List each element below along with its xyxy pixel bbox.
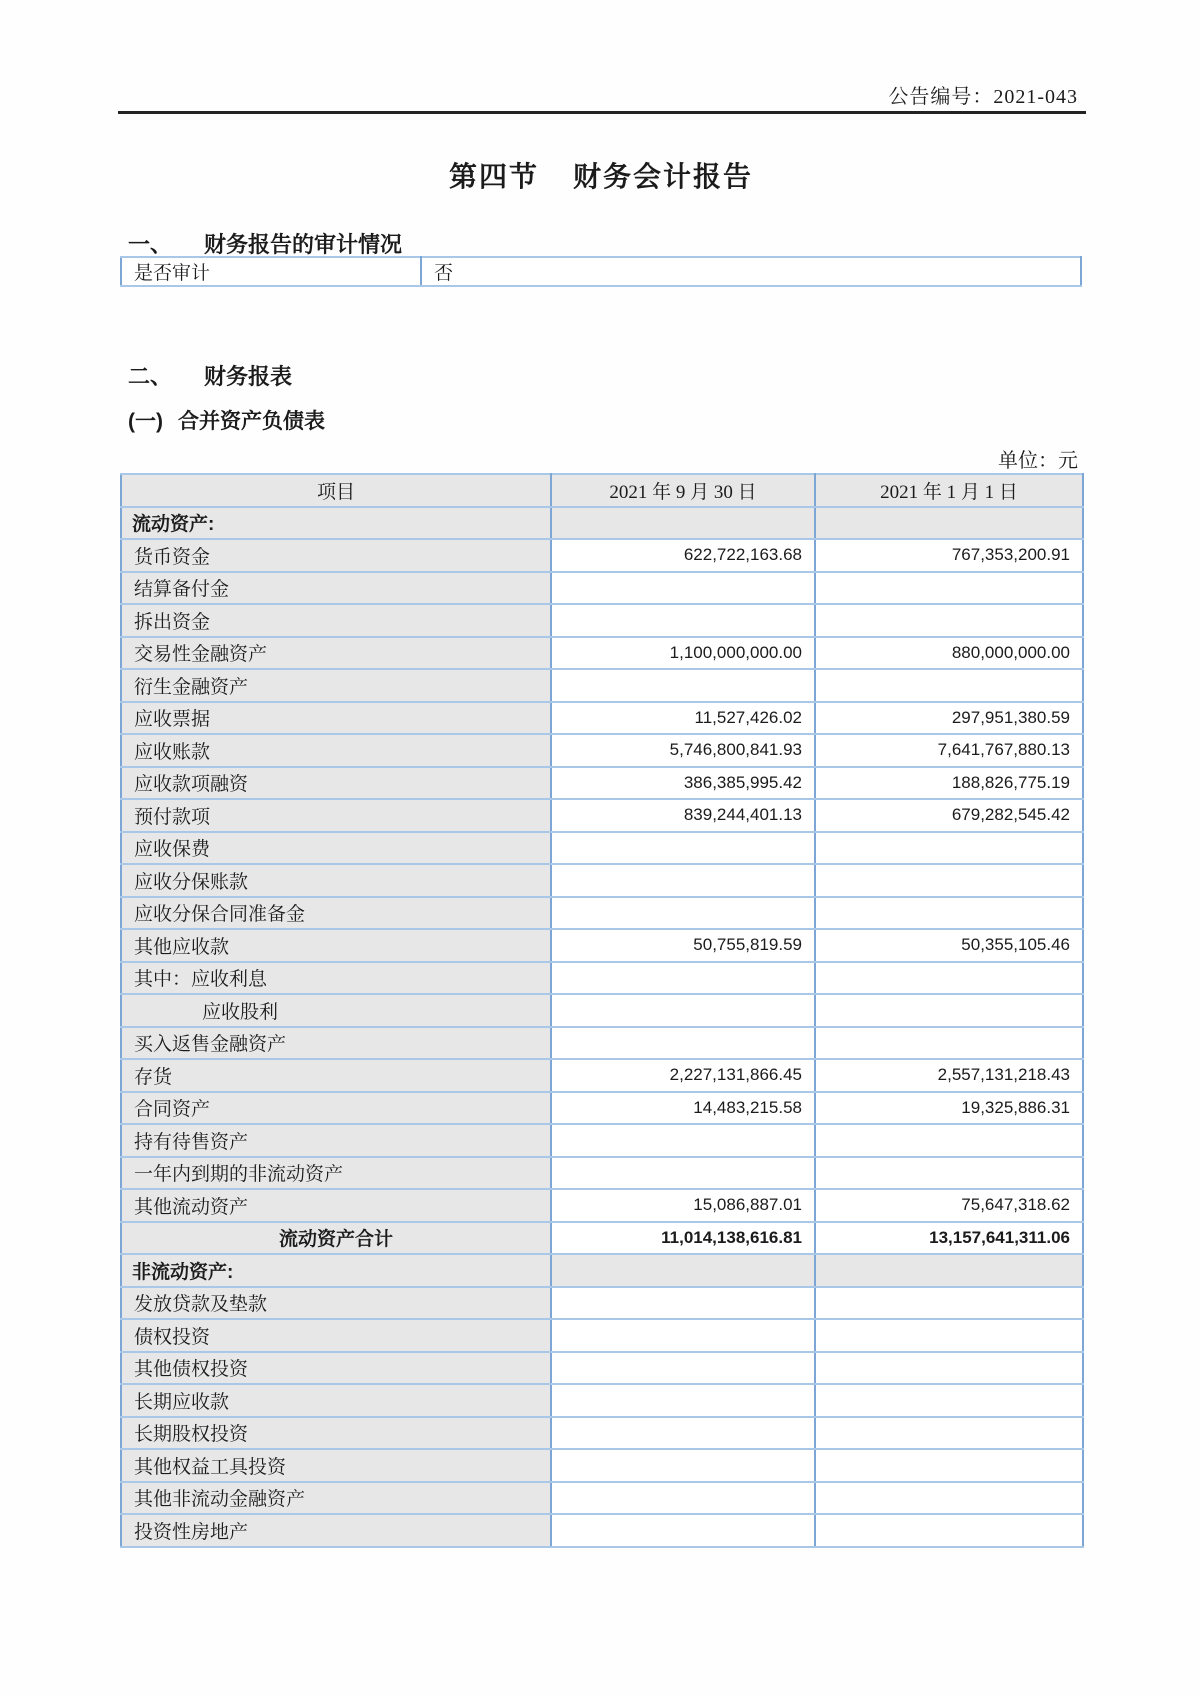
value-cell-2021-01-01 xyxy=(815,1352,1083,1385)
value-cell-2021-01-01: 19,325,886.31 xyxy=(815,1092,1083,1125)
item-label-cell: 长期应收款 xyxy=(121,1384,551,1417)
table-row xyxy=(121,962,1083,995)
item-label-cell: 非流动资产: xyxy=(121,1254,551,1287)
section-heading-statements xyxy=(128,360,292,391)
table-row xyxy=(121,702,1083,735)
value-cell-2021-01-01 xyxy=(815,832,1083,865)
item-label-cell: 存货 xyxy=(121,1059,551,1092)
value-cell-2021-09-30: 14,483,215.58 xyxy=(551,1092,815,1125)
table-row xyxy=(121,637,1083,670)
table-row xyxy=(121,1092,1083,1125)
table-row xyxy=(121,1189,1083,1222)
value-cell-2021-01-01 xyxy=(815,1319,1083,1352)
value-cell-2021-01-01: 2,557,131,218.43 xyxy=(815,1059,1083,1092)
value-cell-2021-01-01 xyxy=(815,994,1083,1027)
value-cell-2021-01-01: 13,157,641,311.06 xyxy=(815,1222,1083,1255)
section-title: 财务报表 xyxy=(204,364,293,389)
item-label-cell: 交易性金融资产 xyxy=(121,637,551,670)
section-number: 二、 xyxy=(128,364,173,389)
item-label-cell: 其他应收款 xyxy=(121,929,551,962)
audit-status-table xyxy=(120,256,1082,287)
value-cell-2021-01-01 xyxy=(815,604,1083,637)
table-row xyxy=(121,1059,1083,1092)
value-cell-2021-09-30: 2,227,131,866.45 xyxy=(551,1059,815,1092)
value-cell-2021-01-01 xyxy=(815,1417,1083,1450)
value-cell-2021-01-01 xyxy=(815,1157,1083,1190)
announcement-number: 公告编号：2021-043 xyxy=(888,86,1078,108)
value-cell-2021-09-30: 50,755,819.59 xyxy=(551,929,815,962)
item-label-cell: 货币资金 xyxy=(121,539,551,572)
item-label-cell: 债权投资 xyxy=(121,1319,551,1352)
table-row xyxy=(121,1417,1083,1450)
item-label-cell: 拆出资金 xyxy=(121,604,551,637)
item-label-cell: 一年内到期的非流动资产 xyxy=(121,1157,551,1190)
value-cell-2021-01-01 xyxy=(815,864,1083,897)
item-label-cell: 应收票据 xyxy=(121,702,551,735)
value-cell-2021-01-01 xyxy=(815,572,1083,605)
value-cell-2021-01-01 xyxy=(815,669,1083,702)
value-cell-2021-09-30 xyxy=(551,1287,815,1320)
item-label-cell: 长期股权投资 xyxy=(121,1417,551,1450)
table-row xyxy=(121,832,1083,865)
table-row xyxy=(121,897,1083,930)
value-cell-2021-09-30 xyxy=(551,1417,815,1450)
value-cell-2021-01-01 xyxy=(815,1514,1083,1547)
balance-sheet-table xyxy=(120,473,1084,1548)
value-cell-2021-01-01: 767,353,200.91 xyxy=(815,539,1083,572)
section-number: 一、 xyxy=(128,232,173,257)
value-cell-2021-01-01 xyxy=(815,1027,1083,1060)
table-row xyxy=(121,1254,1083,1287)
item-label-cell: 投资性房地产 xyxy=(121,1514,551,1547)
item-label-cell: 应收分保合同准备金 xyxy=(121,897,551,930)
subsection-heading-balance-sheet xyxy=(128,405,325,435)
chapter-number: 第四节 xyxy=(448,161,539,192)
unit-note: 单位：元 xyxy=(998,450,1078,472)
table-row xyxy=(121,669,1083,702)
value-cell-2021-09-30 xyxy=(551,994,815,1027)
item-label-cell: 预付款项 xyxy=(121,799,551,832)
table-row xyxy=(121,1157,1083,1190)
value-cell-2021-01-01 xyxy=(815,1124,1083,1157)
item-label-cell: 其他流动资产 xyxy=(121,1189,551,1222)
item-label-cell: 流动资产合计 xyxy=(121,1222,551,1255)
value-cell-2021-09-30 xyxy=(551,864,815,897)
table-row xyxy=(121,1124,1083,1157)
item-label-cell: 买入返售金融资产 xyxy=(121,1027,551,1060)
subsection-title: 合并资产负债表 xyxy=(178,410,325,433)
item-label-cell: 流动资产: xyxy=(121,507,551,540)
balance-sheet-body xyxy=(121,507,1083,1547)
item-label-cell: 应收保费 xyxy=(121,832,551,865)
value-cell-2021-01-01 xyxy=(815,1449,1083,1482)
value-cell-2021-09-30 xyxy=(551,1157,815,1190)
value-cell-2021-09-30 xyxy=(551,1449,815,1482)
section-heading-audit xyxy=(128,228,402,259)
item-label-cell: 应收账款 xyxy=(121,734,551,767)
table-row xyxy=(121,929,1083,962)
table-row xyxy=(121,507,1083,540)
value-cell-2021-09-30: 386,385,995.42 xyxy=(551,767,815,800)
table-row xyxy=(121,1287,1083,1320)
value-cell-2021-09-30 xyxy=(551,962,815,995)
header-rule xyxy=(118,111,1086,114)
value-cell-2021-01-01: 7,641,767,880.13 xyxy=(815,734,1083,767)
value-cell-2021-09-30: 1,100,000,000.00 xyxy=(551,637,815,670)
table-row xyxy=(121,1027,1083,1060)
table-row xyxy=(121,767,1083,800)
value-cell-2021-01-01: 679,282,545.42 xyxy=(815,799,1083,832)
value-cell-2021-09-30 xyxy=(551,1124,815,1157)
table-header-row xyxy=(121,474,1083,507)
section-title: 财务报告的审计情况 xyxy=(204,232,403,257)
value-cell-2021-09-30 xyxy=(551,1514,815,1547)
value-cell-2021-01-01 xyxy=(815,1384,1083,1417)
value-cell-2021-09-30: 5,746,800,841.93 xyxy=(551,734,815,767)
item-label-cell: 其他权益工具投资 xyxy=(121,1449,551,1482)
item-label-cell: 应收股利 xyxy=(121,994,551,1027)
table-row xyxy=(121,572,1083,605)
value-cell-2021-09-30 xyxy=(551,1482,815,1515)
item-label-cell: 其他债权投资 xyxy=(121,1352,551,1385)
item-label-cell: 结算备付金 xyxy=(121,572,551,605)
item-label-cell: 合同资产 xyxy=(121,1092,551,1125)
table-row xyxy=(121,1449,1083,1482)
value-cell-2021-09-30: 622,722,163.68 xyxy=(551,539,815,572)
value-cell-2021-09-30 xyxy=(551,1027,815,1060)
value-cell-2021-09-30 xyxy=(551,1384,815,1417)
table-row xyxy=(121,734,1083,767)
value-cell-2021-01-01 xyxy=(815,1287,1083,1320)
subsection-number: (一) xyxy=(128,410,163,433)
value-cell-2021-01-01 xyxy=(815,1254,1083,1287)
value-cell-2021-01-01: 880,000,000.00 xyxy=(815,637,1083,670)
value-cell-2021-09-30 xyxy=(551,507,815,540)
value-cell-2021-01-01: 297,951,380.59 xyxy=(815,702,1083,735)
value-cell-2021-09-30 xyxy=(551,572,815,605)
audit-question-cell: 是否审计 xyxy=(121,257,421,286)
table-row xyxy=(121,1482,1083,1515)
item-label-cell: 应收款项融资 xyxy=(121,767,551,800)
value-cell-2021-09-30: 839,244,401.13 xyxy=(551,799,815,832)
table-row xyxy=(121,1319,1083,1352)
value-cell-2021-09-30 xyxy=(551,1319,815,1352)
value-cell-2021-01-01 xyxy=(815,1482,1083,1515)
value-cell-2021-09-30 xyxy=(551,1352,815,1385)
table-row xyxy=(121,1514,1083,1547)
value-cell-2021-09-30 xyxy=(551,832,815,865)
table-row xyxy=(121,1352,1083,1385)
chapter-title: 财务会计报告 xyxy=(573,161,754,192)
value-cell-2021-09-30 xyxy=(551,604,815,637)
table-row xyxy=(121,994,1083,1027)
value-cell-2021-01-01: 188,826,775.19 xyxy=(815,767,1083,800)
value-cell-2021-01-01 xyxy=(815,897,1083,930)
table-row xyxy=(121,1222,1083,1255)
value-cell-2021-01-01: 50,355,105.46 xyxy=(815,929,1083,962)
item-label-cell: 衍生金融资产 xyxy=(121,669,551,702)
audit-answer-cell: 否 xyxy=(421,257,1081,286)
table-row xyxy=(121,864,1083,897)
header-date-column-1: 2021 年 9 月 30 日 xyxy=(551,474,815,507)
table-row xyxy=(121,604,1083,637)
value-cell-2021-01-01 xyxy=(815,962,1083,995)
item-label-cell: 发放贷款及垫款 xyxy=(121,1287,551,1320)
value-cell-2021-09-30 xyxy=(551,897,815,930)
header-date-column-2: 2021 年 1 月 1 日 xyxy=(815,474,1083,507)
table-row xyxy=(121,799,1083,832)
value-cell-2021-01-01: 75,647,318.62 xyxy=(815,1189,1083,1222)
value-cell-2021-09-30: 11,014,138,616.81 xyxy=(551,1222,815,1255)
table-row xyxy=(121,257,1081,286)
header-item-column: 项目 xyxy=(121,474,551,507)
item-label-cell: 应收分保账款 xyxy=(121,864,551,897)
item-label-cell: 其他非流动金融资产 xyxy=(121,1482,551,1515)
page-title xyxy=(120,155,1082,195)
item-label-cell: 其中：应收利息 xyxy=(121,962,551,995)
table-row xyxy=(121,1384,1083,1417)
value-cell-2021-09-30: 11,527,426.02 xyxy=(551,702,815,735)
table-row xyxy=(121,539,1083,572)
item-label-cell: 持有待售资产 xyxy=(121,1124,551,1157)
value-cell-2021-01-01 xyxy=(815,507,1083,540)
value-cell-2021-09-30: 15,086,887.01 xyxy=(551,1189,815,1222)
value-cell-2021-09-30 xyxy=(551,669,815,702)
value-cell-2021-09-30 xyxy=(551,1254,815,1287)
